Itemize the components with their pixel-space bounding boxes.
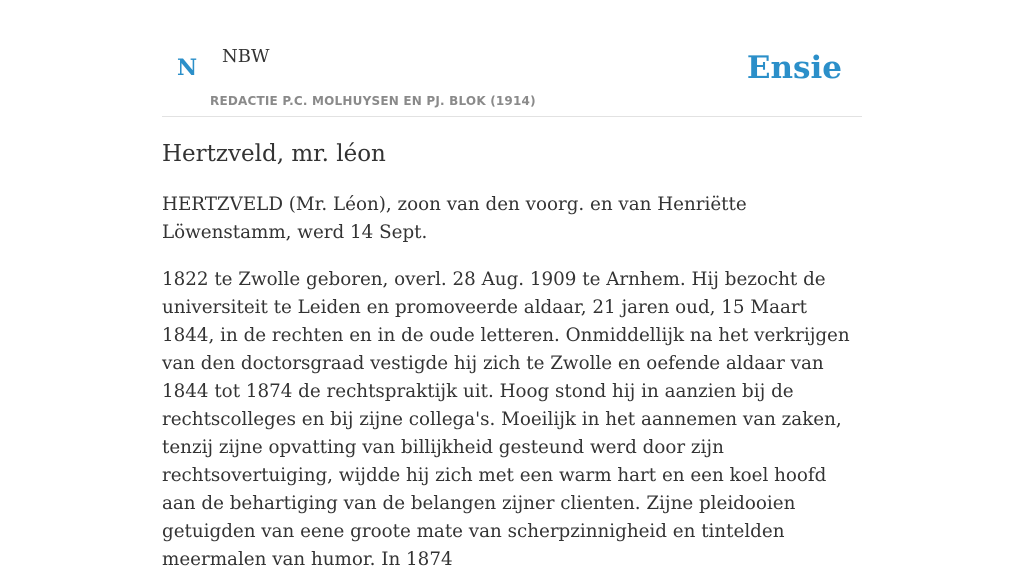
source-name-link[interactable]: NBW <box>222 46 270 67</box>
source-logo[interactable]: N <box>177 55 198 81</box>
ensie-logo-link[interactable]: Ensie <box>746 50 842 86</box>
source-header <box>162 0 862 117</box>
article-paragraph: HERTZVELD (Mr. Léon), zoon van den voorg. en van Henriëtte Löwenstamm, werd 14 Sept. <box>162 194 747 243</box>
article-paragraph: 1822 te Zwolle geboren, overl. 28 Aug. 1909 te Arnhem. Hij bezocht de universiteit te Leiden en promoveerde aldaar, 21 jaren oud, 15 Maart 1844, in de rechten en in de oude letteren. Onmiddellijk na het verkrijgen van den doctorsgraad vestigde hij zich te Zwolle en oefende aldaar van 1844 tot 1874 de rechtspraktijk uit. Hoog stond hij in aanzien bij de rechtscolleges en bij zijne collega's. Moeilijk in het aannemen van zaken, tenzij zijne opvatting van billijkheid gesteund werd door zijn rechtsovertuiging, wijdde hij zich met een warm hart en een koel hoofd aan de behartiging van de belangen zijner clienten. Zijne pleidooien getuigden van eene groote mate van scherpzinnigheid en tintelden meermalen van humor. In 1874 <box>162 269 850 570</box>
article <box>162 138 862 574</box>
source-subtitle: REDACTIE P.C. MOLHUYSEN EN PJ. BLOK (1914) <box>210 94 536 108</box>
page-title: Hertzveld, mr. léon <box>162 141 386 167</box>
